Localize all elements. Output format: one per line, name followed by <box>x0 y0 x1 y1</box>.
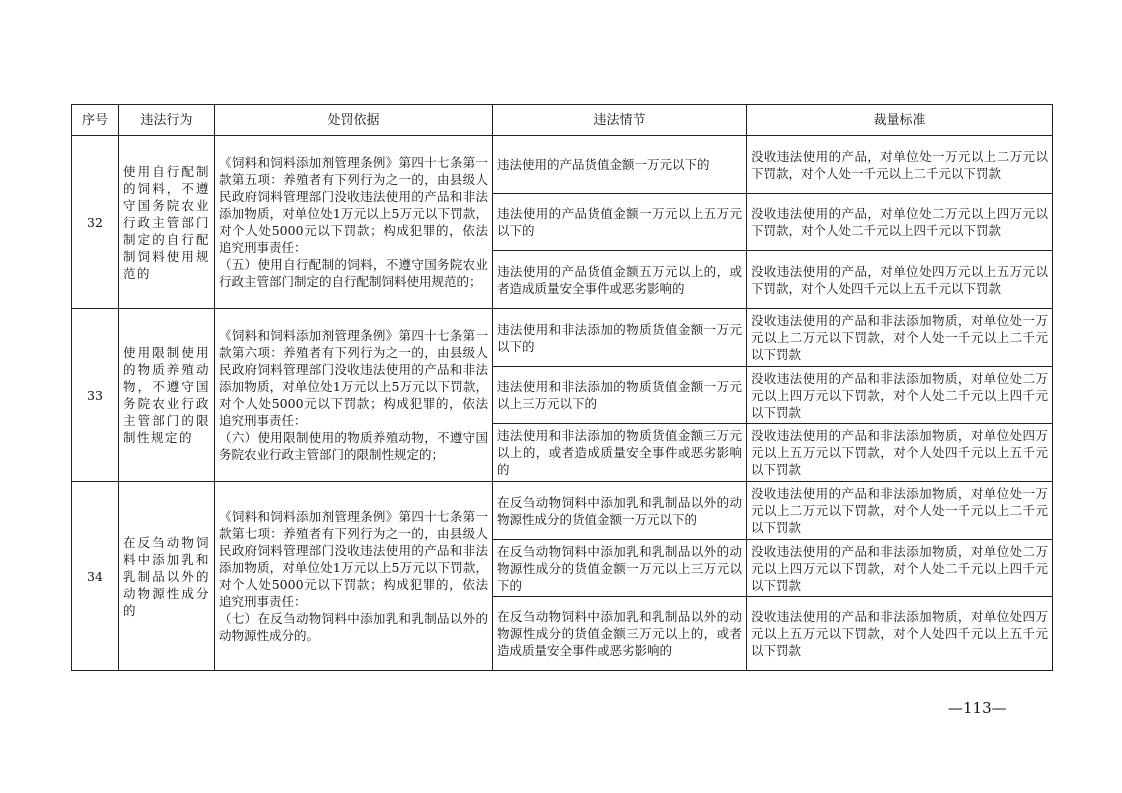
standard-cell: 没收违法使用的产品和非法添加物质，对单位处一万元以上二万元以下罚款，对个人处一千元以上二千元以下罚款 <box>747 482 1053 540</box>
header-violation: 违法行为 <box>119 105 215 136</box>
basis-cell <box>215 309 493 482</box>
circumstance-cell: 违法使用和非法添加的物质货值金额三万元以上的，或者造成质量安全事件或恶劣影响的 <box>493 424 747 482</box>
circumstance-cell: 违法使用的产品货值金额一万元以下的 <box>493 136 747 194</box>
row-number: 32 <box>72 136 119 309</box>
circumstance-cell: 违法使用的产品货值金额五万元以上的，或者造成质量安全事件或恶劣影响的 <box>493 251 747 309</box>
standard-cell: 没收违法使用的产品和非法添加物质，对单位处一万元以上二万元以下罚款，对个人处一千元以上二千元以下罚款 <box>747 309 1053 367</box>
basis-text: 《饲料和饲料添加剂管理条例》第四十七条第一款第七项：养殖者有下列行为之一的，由县级人民政府饲料管理部门没收违法使用的产品和非法添加物质，对单位处1万元以上5万元以下罚款，对个人处5000元以下罚款；构成犯罪的，依法追究刑事责任： <box>219 509 488 609</box>
violation-cell: 在反刍动物饲料中添加乳和乳制品以外的动物源性成分的 <box>119 482 215 671</box>
row-number: 33 <box>72 309 119 482</box>
penalty-table <box>71 104 1053 671</box>
header-standard: 裁量标准 <box>747 105 1053 136</box>
circumstance-cell: 在反刍动物饲料中添加乳和乳制品以外的动物源性成分的货值金额一万元以下的 <box>493 482 747 540</box>
table-header-row <box>72 105 1053 136</box>
basis-item: （六）使用限制使用的物质养殖动物，不遵守国务院农业行政主管部门的限制性规定的； <box>219 430 488 462</box>
header-basis: 处罚依据 <box>215 105 493 136</box>
standard-cell: 没收违法使用的产品和非法添加物质，对单位处二万元以上四万元以下罚款，对个人处二千元以上四千元以下罚款 <box>747 540 1053 597</box>
basis-item: （五）使用自行配制的饲料，不遵守国务院农业行政主管部门制定的自行配制饲料使用规范的； <box>219 257 488 289</box>
standard-cell: 没收违法使用的产品，对单位处一万元以上二万元以下罚款，对个人处一千元以上二千元以下罚款 <box>747 136 1053 194</box>
circumstance-cell: 在反刍动物饲料中添加乳和乳制品以外的动物源性成分的货值金额三万元以上的，或者造成质量安全事件或恶劣影响的 <box>493 597 747 671</box>
page-number: —113— <box>948 699 1007 717</box>
standard-cell: 没收违法使用的产品，对单位处二万元以上四万元以下罚款，对个人处二千元以上四千元以下罚款 <box>747 194 1053 251</box>
table-row <box>72 482 1053 540</box>
header-circumstance: 违法情节 <box>493 105 747 136</box>
circumstance-cell: 在反刍动物饲料中添加乳和乳制品以外的动物源性成分的货值金额一万元以上三万元以下的 <box>493 540 747 597</box>
basis-text: 《饲料和饲料添加剂管理条例》第四十七条第一款第五项：养殖者有下列行为之一的，由县级人民政府饲料管理部门没收违法使用的产品和非法添加物质，对单位处1万元以上5万元以下罚款，对个人处5000元以下罚款；构成犯罪的，依法追究刑事责任： <box>219 155 488 255</box>
violation-cell: 使用自行配制的饲料，不遵守国务院农业行政主管部门制定的自行配制饲料使用规范的 <box>119 136 215 309</box>
standard-cell: 没收违法使用的产品和非法添加物质，对单位处四万元以上五万元以下罚款，对个人处四千元以上五千元以下罚款 <box>747 597 1053 671</box>
basis-cell <box>215 136 493 309</box>
standard-cell: 没收违法使用的产品，对单位处四万元以上五万元以下罚款，对个人处四千元以上五千元以下罚款 <box>747 251 1053 309</box>
header-serial: 序号 <box>72 105 119 136</box>
standard-cell: 没收违法使用的产品和非法添加物质，对单位处四万元以上五万元以下罚款，对个人处四千元以上五千元以下罚款 <box>747 424 1053 482</box>
row-number: 34 <box>72 482 119 671</box>
circumstance-cell: 违法使用的产品货值金额一万元以上五万元以下的 <box>493 194 747 251</box>
basis-cell <box>215 482 493 671</box>
table-row <box>72 136 1053 194</box>
circumstance-cell: 违法使用和非法添加的物质货值金额一万元以上三万元以下的 <box>493 367 747 424</box>
circumstance-cell: 违法使用和非法添加的物质货值金额一万元以下的 <box>493 309 747 367</box>
basis-text: 《饲料和饲料添加剂管理条例》第四十七条第一款第六项：养殖者有下列行为之一的，由县级人民政府饲料管理部门没收违法使用的产品和非法添加物质，对单位处1万元以上5万元以下罚款，对个人处5000元以下罚款；构成犯罪的，依法追究刑事责任： <box>219 328 488 428</box>
standard-cell: 没收违法使用的产品和非法添加物质，对单位处二万元以上四万元以下罚款，对个人处二千元以上四千元以下罚款 <box>747 367 1053 424</box>
table-row <box>72 309 1053 367</box>
basis-item: （七）在反刍动物饲料中添加乳和乳制品以外的动物源性成分的。 <box>219 611 488 643</box>
violation-cell: 使用限制使用的物质养殖动物，不遵守国务院农业行政主管部门的限制性规定的 <box>119 309 215 482</box>
